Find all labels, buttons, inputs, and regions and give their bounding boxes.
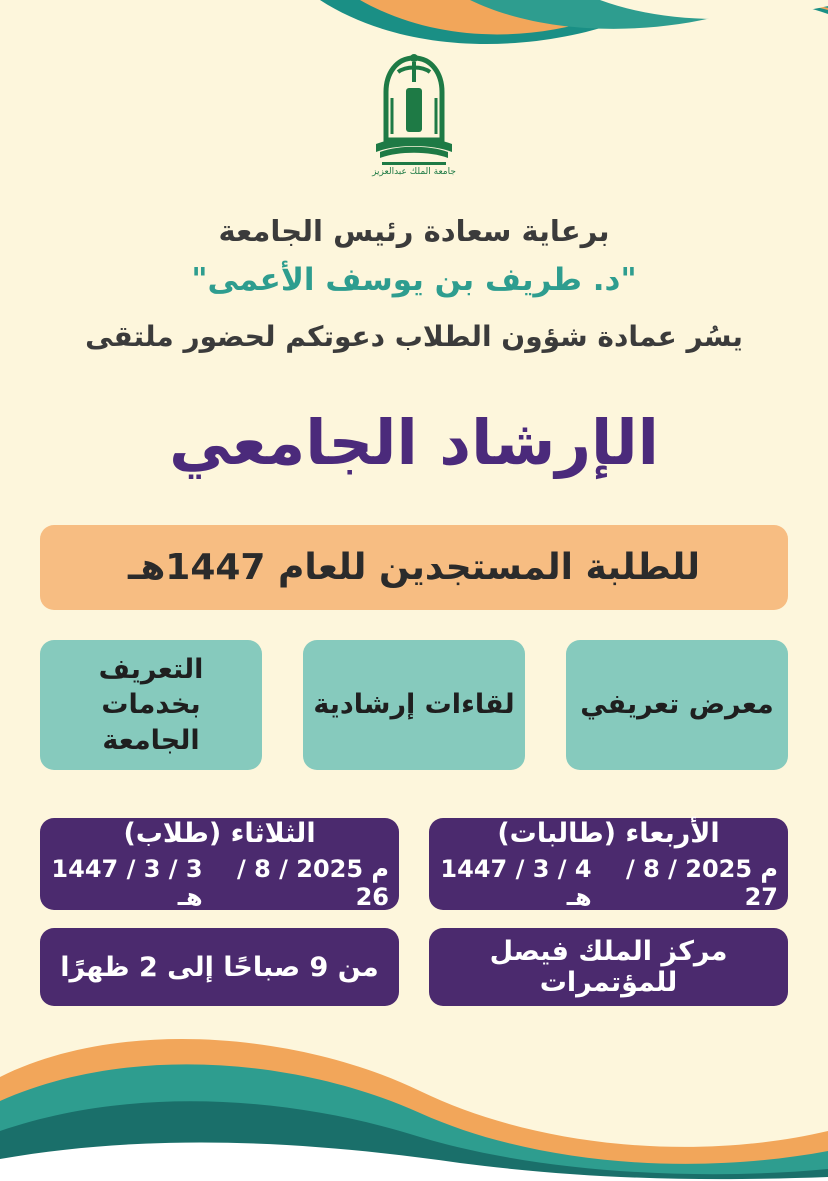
date-hijri: 3 / 3 / 1447 هـ — [51, 854, 203, 911]
venue-card: مركز الملك فيصل للمؤتمرات — [429, 928, 788, 1006]
date-card-dates — [439, 855, 778, 911]
dates-row — [40, 818, 788, 910]
university-logo-icon — [362, 48, 466, 178]
president-name: "د. طريف بن يوسف الأعمى" — [191, 262, 637, 298]
invitation-line: يسُر عمادة شؤون الطلاب دعوتكم لحضور ملتقى — [85, 320, 743, 353]
date-card-day: الثلاثاء (طلاب) — [123, 817, 316, 849]
feature-card: معرض تعريفي — [566, 640, 788, 770]
date-card-dates — [50, 855, 389, 911]
bottom-wave-decoration — [0, 981, 828, 1181]
page-title: الإرشاد الجامعي — [169, 406, 659, 479]
date-gregorian: م 2025 / 8 / 27 — [625, 854, 778, 911]
date-card — [429, 818, 788, 910]
audience-banner: للطلبة المستجدين للعام 1447هـ — [40, 525, 788, 610]
date-gregorian: م 2025 / 8 / 26 — [236, 854, 389, 911]
logo-wrap — [0, 48, 828, 178]
patronage-line: برعاية سعادة رئيس الجامعة — [218, 214, 610, 248]
details-row — [40, 928, 788, 1006]
feature-card: التعريف بخدمات الجامعة — [40, 640, 262, 770]
date-card-day: الأربعاء (طالبات) — [497, 817, 720, 849]
date-card — [40, 818, 399, 910]
time-card: من 9 صباحًا إلى 2 ظهرًا — [40, 928, 399, 1006]
logo-caption: جامعة الملك عبدالعزيز — [372, 167, 456, 177]
features-row — [40, 640, 788, 770]
feature-card: لقاءات إرشادية — [303, 640, 525, 770]
date-hijri: 4 / 3 / 1447 هـ — [440, 854, 592, 911]
